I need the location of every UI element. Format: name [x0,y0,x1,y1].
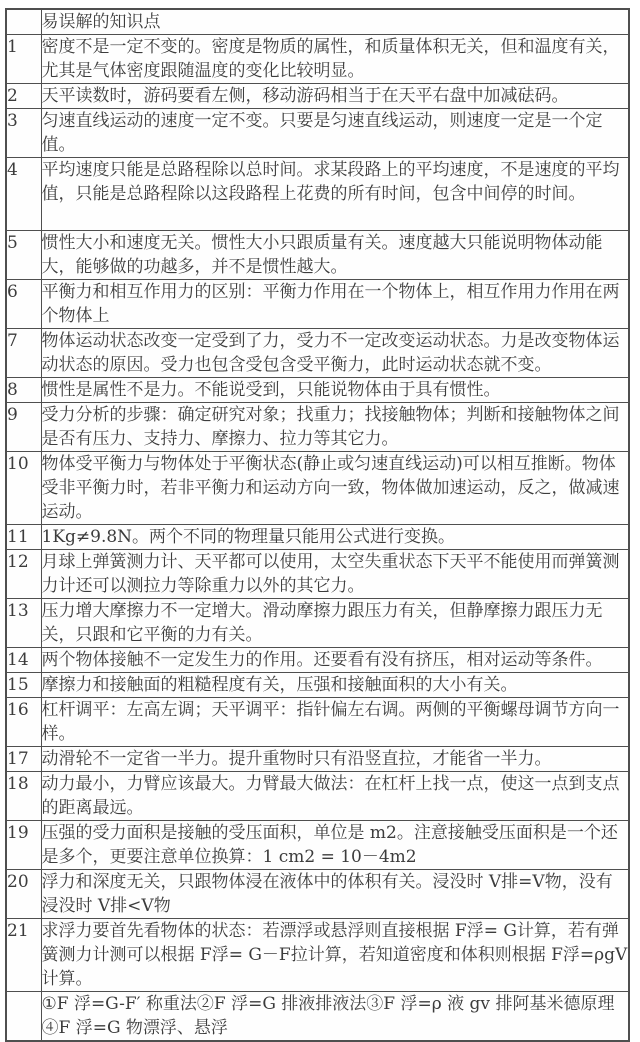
row-number-cell [6,992,41,1042]
row-number-cell: 17 [6,747,41,772]
row-text-cell: 密度不是一定不变的。密度是物质的属性，和质量体积无关，但和温度有关，尤其是气体密度跟随温度的变化比较明显。 [41,35,629,84]
row-text-cell: 动滑轮不一定省一半力。提升重物时只有沿竖直拉，才能省一半力。 [41,747,629,772]
row-text-cell: 惯性是属性不是力。不能说受到，只能说物体由于具有惯性。 [41,378,629,403]
row-number-cell: 14 [6,648,41,673]
table-row [6,919,629,992]
table-row [6,550,629,599]
row-number-cell: 16 [6,698,41,747]
table-row [6,673,629,698]
table-row [6,403,629,452]
row-text-cell: 易误解的知识点 [41,9,629,35]
row-number-cell: 5 [6,231,41,280]
table-row [6,329,629,378]
row-number-cell: 12 [6,550,41,599]
row-text-cell: 受力分析的步骤：确定研究对象；找重力；找接触物体；判断和接触物体之间是否有压力、支持力、摩擦力、拉力等其它力。 [41,403,629,452]
row-number-cell: 10 [6,452,41,525]
row-number-cell: 8 [6,378,41,403]
table-header-row [6,9,629,35]
row-text-cell: 浮力和深度无关，只跟物体浸在液体中的体积有关。浸没时 V排=V物，没有浸没时 V排<V物 [41,870,629,919]
row-text-cell: 月球上弹簧测力计、天平都可以使用，太空失重状态下天平不能使用而弹簧测力计还可以测拉力等除重力以外的其它力。 [41,550,629,599]
row-number-cell: 18 [6,772,41,821]
row-text-cell: 平衡力和相互作用力的区别：平衡力作用在一个物体上，相互作用力作用在两个物体上 [41,280,629,329]
row-number-cell [6,9,41,35]
row-number-cell: 11 [6,525,41,550]
row-text-cell: 匀速直线运动的速度一定不变。只要是匀速直线运动，则速度一定是一个定值。 [41,109,629,158]
row-number-cell: 20 [6,870,41,919]
row-number-cell: 1 [6,35,41,84]
table-footer-row [6,992,629,1042]
row-number-cell: 19 [6,821,41,870]
row-text-cell: 物体受平衡力与物体处于平衡状态(静止或匀速直线运动)可以相互推断。物体受非平衡力时，若非平衡力和运动方向一致，物体做加速运动，反之，做减速运动。 [41,452,629,525]
row-number-cell: 6 [6,280,41,329]
row-text-cell: ①F 浮=G-F′ 称重法②F 浮=G 排液排液法③F 浮=ρ 液 gv 排阿基米德原理④F 浮=G 物漂浮、悬浮 [41,992,629,1042]
table-body [6,9,629,1041]
row-number-cell: 4 [6,158,41,231]
row-text-cell: 1Kg≠9.8N。两个不同的物理量只能用公式进行变换。 [41,525,629,550]
row-text-cell: 物体运动状态改变一定受到了力，受力不一定改变运动状态。力是改变物体运动状态的原因。受力也包含受包含受平衡力，此时运动状态就不变。 [41,329,629,378]
table-row [6,452,629,525]
row-number-cell: 9 [6,403,41,452]
table-row [6,231,629,280]
row-number-cell: 15 [6,673,41,698]
table-row [6,772,629,821]
table-row [6,870,629,919]
row-text-cell: 求浮力要首先看物体的状态：若漂浮或悬浮则直接根据 F浮= G计算，若有弹簧测力计测可以根据 F浮= G－F拉计算，若知道密度和体积则根据 F浮=ρgV 计算。 [41,919,629,992]
row-number-cell: 21 [6,919,41,992]
row-number-cell: 7 [6,329,41,378]
table-row [6,158,629,231]
row-text-cell: 两个物体接触不一定发生力的作用。还要看有没有挤压，相对运动等条件。 [41,648,629,673]
row-text-cell: 惯性大小和速度无关。惯性大小只跟质量有关。速度越大只能说明物体动能大，能够做的功越多，并不是惯性越大。 [41,231,629,280]
row-text-cell: 摩擦力和接触面的粗糙程度有关，压强和接触面积的大小有关。 [41,673,629,698]
table-row [6,525,629,550]
table-row [6,109,629,158]
row-text-cell: 动力最小，力臂应该最大。力臂最大做法：在杠杆上找一点，使这一点到支点的距离最远。 [41,772,629,821]
table-row [6,747,629,772]
row-text-cell: 平均速度只能是总路程除以总时间。求某段路上的平均速度，不是速度的平均值，只能是总路程除以这段路程上花费的所有时间，包含中间停的时间。 [41,158,629,231]
table-row [6,280,629,329]
table-row [6,378,629,403]
table-row [6,648,629,673]
row-number-cell: 13 [6,599,41,648]
row-text-cell: 压力增大摩擦力不一定增大。滑动摩擦力跟压力有关，但静摩擦力跟压力无关，只跟和它平衡的力有关。 [41,599,629,648]
table-row [6,599,629,648]
table-row [6,821,629,870]
table-row [6,698,629,747]
table-row [6,35,629,84]
row-text-cell: 压强的受力面积是接触的受压面积，单位是 m2。注意接触受压面积是一个还是多个，更要注意单位换算：1 cm2 = 10－4m2 [41,821,629,870]
table-row [6,84,629,109]
row-text-cell: 天平读数时，游码要看左侧，移动游码相当于在天平右盘中加减砝码。 [41,84,629,109]
knowledge-points-table [5,8,630,1042]
row-number-cell: 3 [6,109,41,158]
row-number-cell: 2 [6,84,41,109]
row-text-cell: 杠杆调平：左高左调；天平调平：指针偏左右调。两侧的平衡螺母调节方向一样。 [41,698,629,747]
